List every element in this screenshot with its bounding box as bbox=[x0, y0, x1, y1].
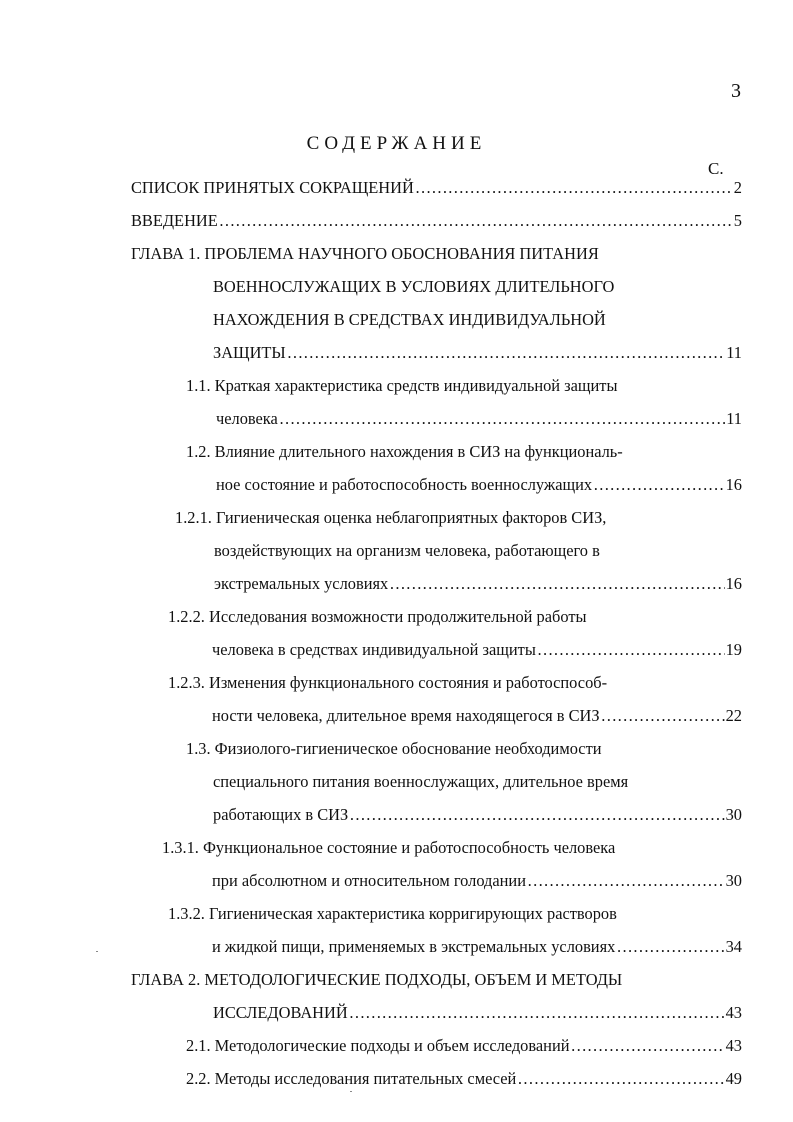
page-number: 3 bbox=[731, 80, 741, 102]
toc-entry-text: экстремальных условиях bbox=[214, 574, 389, 593]
scan-speck bbox=[96, 951, 98, 952]
toc-entry-text: 1.3.2. Гигиеническая характеристика корригирующих растворов bbox=[168, 904, 617, 923]
dot-leader bbox=[601, 699, 725, 732]
toc-entry-text: ности человека, длительное время находящегося в СИЗ bbox=[212, 706, 600, 725]
toc-entry-text: 1.3.1. Функциональное состояние и работоспособность человека bbox=[162, 838, 616, 857]
dot-leader bbox=[349, 798, 724, 831]
scan-speck bbox=[350, 1091, 352, 1092]
toc-page-number: 43 bbox=[725, 1003, 742, 1022]
toc-entry[interactable] bbox=[0, 435, 742, 501]
toc-entry-text: ВОЕННОСЛУЖАЩИХ В УСЛОВИЯХ ДЛИТЕЛЬНОГО bbox=[213, 277, 615, 296]
toc-entry-text: человека в средствах индивидуальной защиты bbox=[212, 640, 536, 659]
dot-leader bbox=[593, 468, 725, 501]
toc-entry-text: ное состояние и работоспособность военнослужащих bbox=[216, 475, 593, 494]
toc-entry[interactable] bbox=[0, 171, 742, 204]
toc-entry-text: ЗАЩИТЫ bbox=[213, 343, 286, 362]
toc-entry[interactable] bbox=[0, 732, 742, 831]
dot-leader bbox=[537, 633, 725, 666]
toc-page-number: 11 bbox=[726, 343, 742, 362]
toc-entry-text: 1.2.1. Гигиеническая оценка неблагоприятных факторов СИЗ, bbox=[175, 508, 607, 527]
toc-page-number: 49 bbox=[725, 1069, 742, 1088]
toc-entry[interactable] bbox=[0, 501, 742, 600]
toc-entry-text: воздействующих на организм человека, работающего в bbox=[214, 541, 600, 560]
toc-page-number: 22 bbox=[725, 706, 742, 725]
toc-page-number: 16 bbox=[725, 574, 742, 593]
toc-entry-text: 1.3. Физиолого-гигиеническое обоснование необходимости bbox=[186, 739, 602, 758]
toc-entry-text: и жидкой пищи, применяемых в экстремальных условиях bbox=[212, 937, 616, 956]
dot-leader bbox=[349, 996, 725, 1029]
toc-entry[interactable] bbox=[0, 204, 742, 237]
toc-entry-text: ГЛАВА 1. ПРОБЛЕМА НАУЧНОГО ОБОСНОВАНИЯ ПИТАНИЯ bbox=[131, 244, 599, 263]
toc-entry[interactable] bbox=[0, 1062, 742, 1095]
toc-entry-text: 1.2.2. Исследования возможности продолжительной работы bbox=[168, 607, 587, 626]
toc-entry-text: 1.1. Краткая характеристика средств индивидуальной защиты bbox=[186, 376, 618, 395]
dot-leader bbox=[287, 336, 725, 369]
toc-page-number: 5 bbox=[733, 211, 742, 230]
toc-entry-text: работающих в СИЗ bbox=[213, 805, 349, 824]
toc-entry[interactable] bbox=[0, 963, 742, 1029]
toc-page-number: 43 bbox=[725, 1036, 742, 1055]
dot-leader bbox=[219, 204, 733, 237]
dot-leader bbox=[279, 402, 725, 435]
toc-entry-text: при абсолютном и относительном голодании bbox=[212, 871, 526, 890]
toc-entry-text: ГЛАВА 2. МЕТОДОЛОГИЧЕСКИЕ ПОДХОДЫ, ОБЪЕМ И МЕТОДЫ bbox=[131, 970, 623, 989]
toc-entry-text: СПИСОК ПРИНЯТЫХ СОКРАЩЕНИЙ bbox=[131, 178, 414, 197]
dot-leader bbox=[616, 930, 724, 963]
toc-page-number: 30 bbox=[725, 871, 742, 890]
toc-entry-text: ИССЛЕДОВАНИЙ bbox=[213, 1003, 348, 1022]
toc-entry[interactable] bbox=[0, 666, 742, 732]
toc-entry[interactable] bbox=[0, 831, 742, 897]
toc-entry[interactable] bbox=[0, 600, 742, 666]
dot-leader bbox=[570, 1029, 724, 1062]
toc-entry-text: специального питания военнослужащих, длительное время bbox=[213, 772, 629, 791]
dot-leader bbox=[415, 171, 733, 204]
toc-entry[interactable] bbox=[0, 897, 742, 963]
page-title: СОДЕРЖАНИЕ bbox=[306, 133, 487, 154]
toc-entry-text: 2.1. Методологические подходы и объем исследований bbox=[186, 1036, 570, 1055]
toc-page-number: 30 bbox=[725, 805, 742, 824]
toc-entry[interactable] bbox=[0, 369, 742, 435]
toc-page-number: 2 bbox=[733, 178, 742, 197]
toc-entry-text: НАХОЖДЕНИЯ В СРЕДСТВАХ ИНДИВИДУАЛЬНОЙ bbox=[213, 310, 606, 329]
toc-entry-text: 2.2. Методы исследования питательных смесей bbox=[186, 1069, 517, 1088]
toc-entry[interactable] bbox=[0, 1029, 742, 1062]
toc-page-number: 19 bbox=[725, 640, 742, 659]
page-column-label: С. bbox=[708, 159, 724, 178]
toc-entry-text: 1.2. Влияние длительного нахождения в СИЗ на функциональ- bbox=[186, 442, 623, 461]
toc-page-number: 34 bbox=[725, 937, 742, 956]
toc-page-number: 16 bbox=[725, 475, 742, 494]
toc-entry-text: ВВЕДЕНИЕ bbox=[131, 211, 218, 230]
dot-leader bbox=[517, 1062, 724, 1095]
dot-leader bbox=[389, 567, 724, 600]
dot-leader bbox=[527, 864, 725, 897]
toc-entry-text: 1.2.3. Изменения функционального состояния и работоспособ- bbox=[168, 673, 608, 692]
toc-entry-text: человека bbox=[216, 409, 278, 428]
toc-page-number: 11 bbox=[726, 409, 742, 428]
toc-entry[interactable] bbox=[0, 237, 742, 369]
